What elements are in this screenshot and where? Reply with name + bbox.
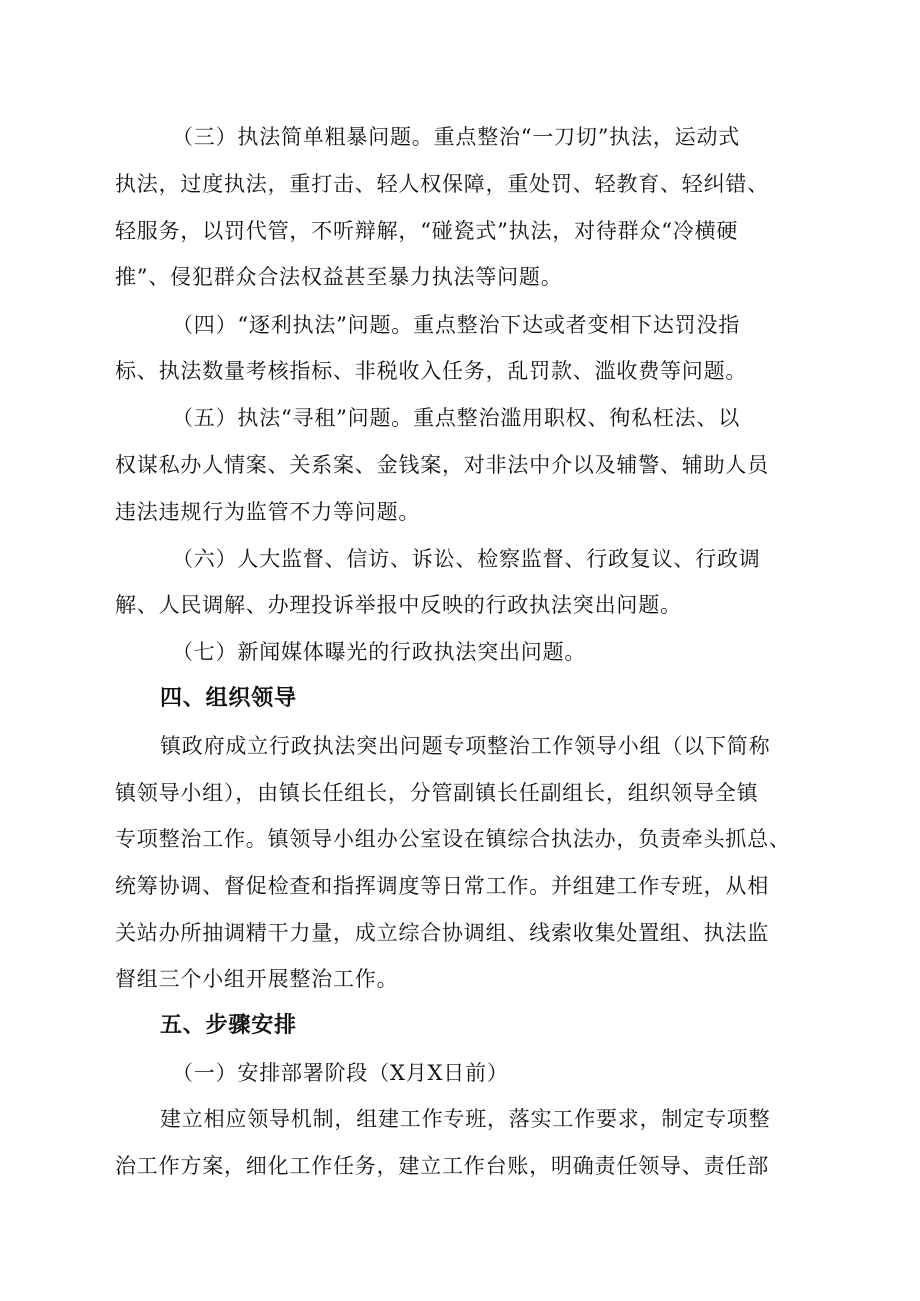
paragraph-10-line-1: 建立相应领导机制，组建工作专班，落实工作要求，制定专项整 xyxy=(160,1107,771,1131)
paragraph-10-line-2: 治工作方案，细化工作任务，建立工作台账，明确责任领导、责任部 xyxy=(115,1154,769,1178)
paragraph-3-line-4: 推”、侵犯群众合法权益甚至暴力执法等问题。 xyxy=(115,265,563,289)
paragraph-8-line-6: 督组三个小组开展整治工作。 xyxy=(115,967,399,991)
paragraph-4-line-1: （四）“逐利执法”问题。重点整治下达或者变相下达罚没指 xyxy=(172,313,741,337)
paragraph-8-line-5: 关站办所抽调精干力量，成立综合协调组、线索收集处置组、执法监 xyxy=(115,921,769,945)
paragraph-8-line-3: 专项整治工作。镇领导小组办公室设在镇综合执法办，负责牵头抓总、 xyxy=(115,827,791,851)
paragraph-3-line-2: 执法，过度执法，重打击、轻人权保障，重处罚、轻教育、轻纠错、 xyxy=(115,172,769,196)
section-heading-4: 四、组织领导 xyxy=(160,686,297,711)
paragraph-8-line-4: 统筹协调、督促检查和指挥调度等日常工作。并组建工作专班，从相 xyxy=(115,874,769,898)
paragraph-7-line-1: （七）新闻媒体曝光的行政执法突出问题。 xyxy=(172,640,587,664)
paragraph-6-line-1: （六）人大监督、信访、诉讼、检察监督、行政复议、行政调 xyxy=(172,547,761,571)
paragraph-8-line-2: 镇领导小组），由镇长任组长，分管副镇长任副组长，组织领导全镇 xyxy=(115,781,759,805)
paragraph-3-line-1: （三）执法简单粗暴问题。重点整治“一刀切”执法，运动式 xyxy=(172,125,741,149)
paragraph-8-line-1: 镇政府成立行政执法突出问题专项整治工作领导小组（以下简称 xyxy=(160,734,771,758)
paragraph-5-line-2: 权谋私办人情案、关系案、金钱案，对非法中介以及辅警、辅助人员 xyxy=(115,453,769,477)
paragraph-4-line-2: 标、执法数量考核指标、非税收入任务，乱罚款、滥收费等问题。 xyxy=(115,359,748,383)
paragraph-3-line-3: 轻服务，以罚代管，不听辩解，“碰瓷式”执法，对待群众“冷横硬 xyxy=(115,219,739,243)
section-heading-5: 五、步骤安排 xyxy=(160,1013,297,1038)
paragraph-5-line-3: 违法违规行为监管不力等问题。 xyxy=(115,500,421,524)
paragraph-5-line-1: （五）执法“寻租”问题。重点整治滥用职权、徇私枉法、以 xyxy=(172,406,741,430)
paragraph-9-line-1: （一）安排部署阶段（X月X日前） xyxy=(172,1061,509,1085)
paragraph-6-line-2: 解、人民调解、办理投诉举报中反映的行政执法突出问题。 xyxy=(115,593,682,617)
